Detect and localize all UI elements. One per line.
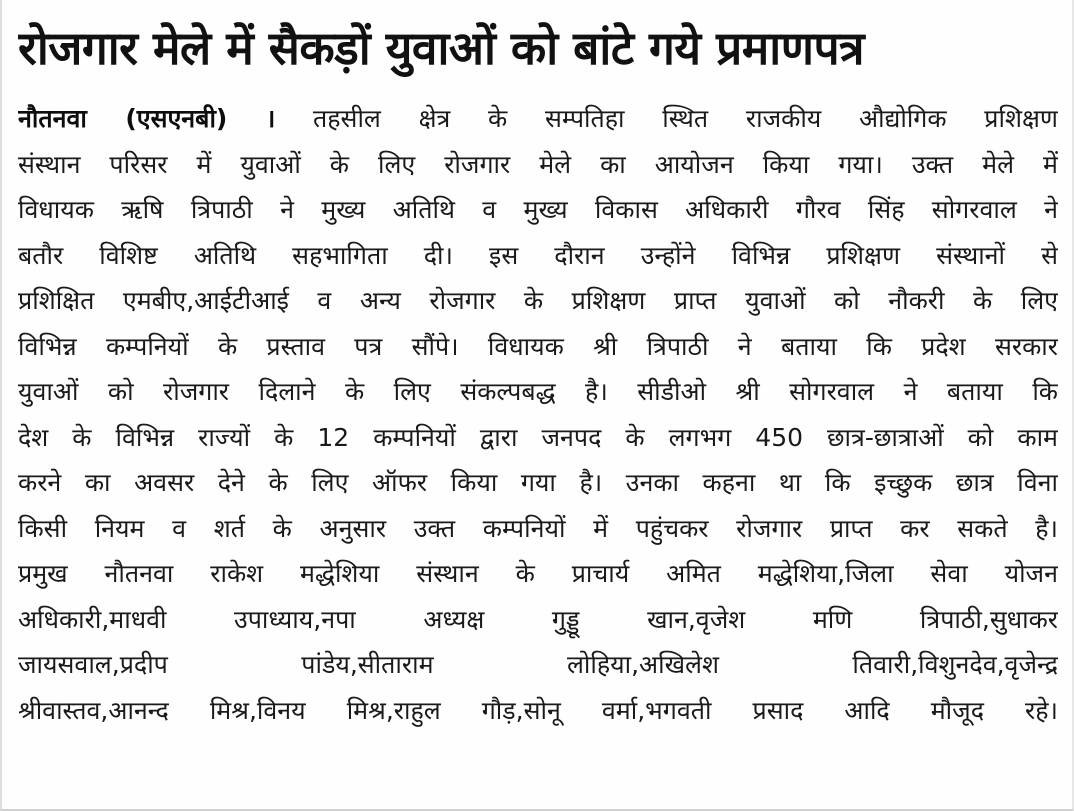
article-line-10: किसी नियम व शर्त के अनुसार उक्त कम्पनियों में पहुंचकर रोजगार प्राप्त कर सकते है। xyxy=(18,513,1058,543)
article-line-11: प्रमुख नौतनवा राकेश मद्धेशिया संस्थान के प्राचार्य अमित मद्धेशिया,जिला सेवा योजन xyxy=(18,559,1058,588)
article-line-1 xyxy=(18,96,1058,142)
article-line-4: बतौर विशिष्ट अतिथि सहभागिता दी। इस दौरान उन्होंने विभिन्न प्रशिक्षण संस्थानों से xyxy=(18,240,1058,270)
article-headline: रोजगार मेले में सैकड़ों युवाओं को बांटे गये प्रमाणपत्र xyxy=(18,21,864,75)
article-dateline: नौतनवा (एसएनबी) । xyxy=(18,104,276,133)
article-line-7: युवाओं को रोजगार दिलाने के लिए संकल्पबद्ध है। सीडीओ श्री सोगरवाल ने बताया कि xyxy=(18,377,1058,406)
article-line-9: करने का अवसर देने के लिए ऑफर किया गया है। उनका कहना था कि इच्छुक छात्र विना xyxy=(18,468,1058,497)
article-line-2: संस्थान परिसर में युवाओं के लिए रोजगार मेले का आयोजन किया गया। उक्त मेले में xyxy=(18,149,1058,179)
article-line-6: विभिन्न कम्पनियों के प्रस्ताव पत्र सौंपे। विधायक श्री त्रिपाठी ने बताया कि प्रदेश सरकार xyxy=(18,331,1058,361)
article-line-12: अधिकारी,माधवी उपाध्याय,नपा अध्यक्ष गुड्डू खान,वृजेश मणि त्रिपाठी,सुधाकर xyxy=(18,604,1058,634)
article-line-8: देश के विभिन्न राज्यों के 12 कम्पनियों द्वारा जनपद के लगभग 450 छात्र-छात्राओं को काम xyxy=(18,422,1058,452)
article-line-5: प्रशिक्षित एमबीए,आईटीआई व अन्य रोजगार के प्रशिक्षण प्राप्त युवाओं को नौकरी के लिए xyxy=(18,286,1058,315)
article-line-text: तहसील क्षेत्र के सम्पतिहा स्थित राजकीय औद्योगिक प्रशिक्षण xyxy=(313,104,1058,133)
article-line-3: विधायक ऋषि त्रिपाठी ने मुख्य अतिथि व मुख्य विकास अधिकारी गौरव सिंह सोगरवाल ने xyxy=(18,195,1058,224)
article-body xyxy=(18,96,1058,733)
article-line-14: श्रीवास्तव,आनन्द मिश्र,विनय मिश्र,राहुल गौड़,सोनू वर्मा,भगवती प्रसाद आदि मौजूद रहे। xyxy=(18,695,1058,725)
article-line-13: जायसवाल,प्रदीप पांडेय,सीताराम लोहिया,अखिलेश तिवारी,विशुनदेव,वृजेन्द्र xyxy=(18,650,1058,679)
